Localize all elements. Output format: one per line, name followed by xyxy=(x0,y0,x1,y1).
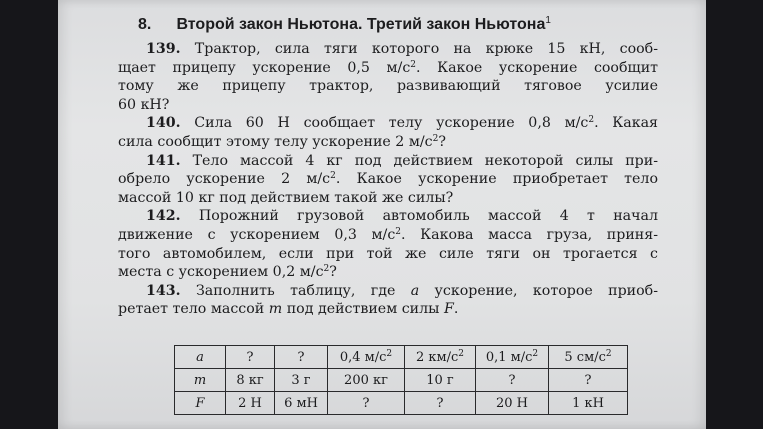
problem-number: 140. xyxy=(146,115,181,132)
textbook-page xyxy=(58,0,706,429)
table-cell: 1 кН xyxy=(549,392,628,415)
table-cell: ? xyxy=(275,346,328,369)
row-label: a xyxy=(175,346,226,369)
table-cell: 5 $см/с^2$ xyxy=(549,346,628,369)
table-cell: ? xyxy=(549,369,628,392)
section-title: Второй закон Ньютона. Третий закон Ньютона xyxy=(176,16,546,33)
table-cell: 2 Н xyxy=(226,392,275,415)
section-number: 8. xyxy=(138,16,152,33)
problem-number: 143. xyxy=(146,282,181,299)
problem-number: 142. xyxy=(146,208,181,225)
table-cell: 0,4 $м/с^2$ xyxy=(328,346,405,369)
table-row xyxy=(175,369,628,392)
table-cell: ? xyxy=(476,369,549,392)
table-cell: 8 кг xyxy=(226,369,275,392)
footnote-marker: 1 xyxy=(545,15,551,26)
table-cell: 6 мН xyxy=(275,392,328,415)
row-label: F xyxy=(175,392,226,415)
table-cell: 2 $км/с^2$ xyxy=(405,346,476,369)
table-cell: ? xyxy=(328,392,405,415)
table-row xyxy=(175,346,628,369)
problem-number: 141. xyxy=(146,152,181,169)
table-cell: ? xyxy=(226,346,275,369)
problem-140: 140. Сила 60 Н сообщает телу ускорение 0,8 $м/с^2$. Какая сила сообщит этому телу ускорение 2 $м/с^2$? xyxy=(118,115,658,150)
table-cell: 10 г xyxy=(405,369,476,392)
table-cell: ? xyxy=(405,392,476,415)
problems-text xyxy=(118,40,658,319)
table-cell: 20 Н xyxy=(476,392,549,415)
problem-139: 139. Трактор, сила тяги которого на крюке 15 кН, сооб- щает прицепу ускорение 0,5 $м/с^2$. Какое ускорение сообщит тому же прицепу трактор, развивающий тяговое усилие 60 кН? xyxy=(118,41,659,113)
problem-142: 142. Порожний грузовой автомобиль массой 4 т начал движение с ускорением 0,3 $м/с^2$. Какова масса груза, приня- того автомобилем, если при той же силе тяги он трогается с места с ускорением 0,2 $м/с^2$? xyxy=(118,208,658,281)
section-header xyxy=(138,16,638,34)
data-table xyxy=(174,345,628,415)
table-cell: 0,1 $м/с^2$ xyxy=(476,346,549,369)
table-row xyxy=(175,392,628,415)
problem-number: 139. xyxy=(146,41,181,57)
table-cell: 200 кг xyxy=(328,369,405,392)
problem-141: 141. Тело массой 4 кг под действием некоторой силы при- обрело ускорение 2 $м/с^2$. Какое ускорение приобретает тело массой 10 кг под действием такой же силы? xyxy=(118,152,658,206)
row-label: m xyxy=(175,369,226,392)
problem-143: 143. Заполнить таблицу, где a ускорение, которое приоб- ретает тело массой m под действием силы F. xyxy=(118,282,658,318)
table-cell: 3 г xyxy=(275,369,328,392)
